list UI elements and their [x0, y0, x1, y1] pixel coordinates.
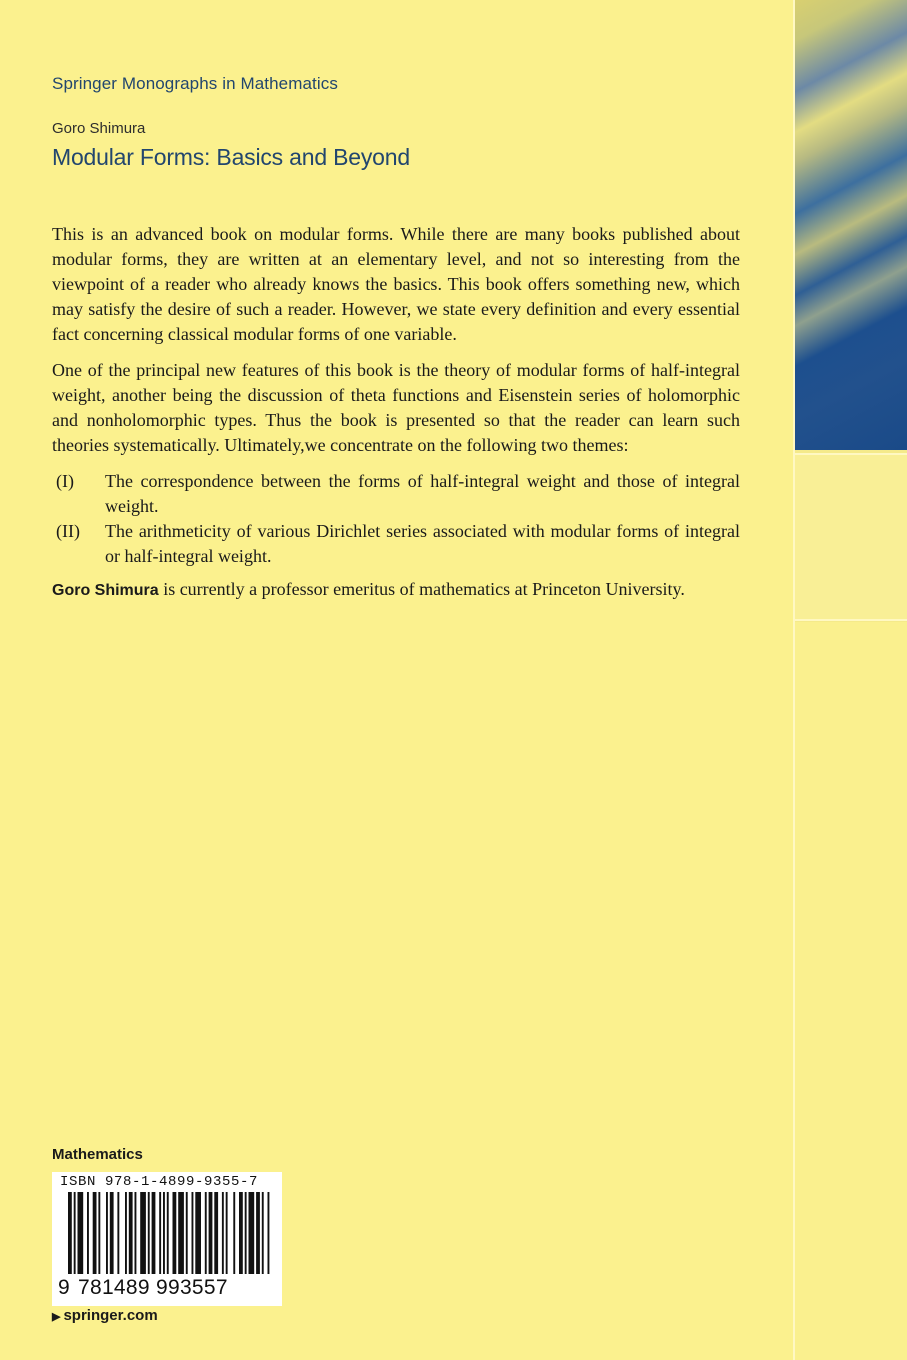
- barcode-bar: [106, 1192, 108, 1274]
- barcode-bar: [233, 1192, 235, 1274]
- barcode-bar: [205, 1192, 207, 1274]
- blue-gradient-panel: [795, 0, 907, 450]
- barcode-bar: [245, 1192, 247, 1274]
- website-link[interactable]: [52, 1307, 158, 1324]
- barcode-bar: [178, 1192, 184, 1274]
- barcode: [52, 1172, 282, 1306]
- barcode-bar: [68, 1192, 72, 1274]
- description-paragraph-2: One of the principal new features of this book is the theory of modular forms of half-integral weight, another being the discussion of theta functions and Eisenstein series of holomorphic and nonholomorphic types. Thus the book is presented so that the reader can learn such theories systematically. Ultimately,we concentrate on the following two themes:: [52, 360, 740, 455]
- theme-number: (I): [56, 471, 74, 491]
- cover-spine-decoration: [793, 0, 907, 1360]
- barcode-bar: [239, 1192, 243, 1274]
- barcode-bar: [78, 1192, 84, 1274]
- light-band: [795, 453, 907, 621]
- author-name: Goro Shimura: [52, 120, 146, 137]
- barcode-bar: [195, 1192, 201, 1274]
- barcode-bar: [129, 1192, 133, 1274]
- website-url: springer.com: [63, 1307, 158, 1324]
- barcode-bar: [152, 1192, 156, 1274]
- theme-item: [52, 519, 740, 569]
- barcode-bar: [256, 1192, 260, 1274]
- barcode-bar: [249, 1192, 255, 1274]
- barcode-bar: [148, 1192, 150, 1274]
- barcode-lead-digit: 9: [58, 1276, 70, 1299]
- theme-text: The arithmeticity of various Dirichlet series associated with modular forms of integral or half-integral weight.: [105, 521, 740, 566]
- theme-item: [52, 469, 740, 519]
- barcode-bar: [173, 1192, 177, 1274]
- barcode-bar: [93, 1192, 97, 1274]
- description-paragraph-1: This is an advanced book on modular forms. While there are many books published about modular forms, they are written at an elementary level, and not so interesting from the viewpoint of a reader who already knows the basics. This book offers something new, which may satisfy the desire of such a reader. However, we state every definition and every essential fact concerning classical modular forms of one variable.: [52, 224, 740, 344]
- barcode-bar: [125, 1192, 127, 1274]
- barcode-bar: [159, 1192, 161, 1274]
- theme-number: (II): [56, 521, 80, 541]
- barcode-bar: [192, 1192, 194, 1274]
- barcode-bar: [163, 1192, 165, 1274]
- themes-list: [52, 469, 740, 569]
- author-bio: [52, 577, 740, 603]
- barcode-bar: [209, 1192, 213, 1274]
- book-title: Modular Forms: Basics and Beyond: [52, 144, 410, 170]
- barcode-bars: [52, 1192, 282, 1276]
- series-title: Springer Monographs in Mathematics: [52, 74, 338, 93]
- subject-category: Mathematics: [52, 1146, 143, 1163]
- isbn-text: ISBN 978-1-4899-9355-7: [60, 1174, 259, 1190]
- barcode-bar: [268, 1192, 270, 1274]
- triangle-arrow-icon: ▶: [52, 1311, 61, 1323]
- barcode-bar: [117, 1192, 119, 1274]
- barcode-bar: [222, 1192, 224, 1274]
- barcode-bar: [98, 1192, 100, 1274]
- barcode-digits: [58, 1276, 228, 1300]
- barcode-number: 781489 993557: [77, 1276, 228, 1299]
- barcode-bar: [74, 1192, 76, 1274]
- barcode-bar: [186, 1192, 188, 1274]
- theme-text: The correspondence between the forms of half-integral weight and those of integral weight.: [105, 471, 740, 516]
- lower-panel: [795, 622, 907, 1360]
- barcode-bar: [226, 1192, 228, 1274]
- barcode-bar: [262, 1192, 264, 1274]
- barcode-bar: [135, 1192, 137, 1274]
- description: [52, 222, 740, 614]
- barcode-bar: [110, 1192, 114, 1274]
- barcode-bar: [87, 1192, 89, 1274]
- bio-text: is currently a professor emeritus of mathematics at Princeton University.: [158, 579, 685, 599]
- bio-author-name: Goro Shimura: [52, 582, 159, 599]
- barcode-bar: [167, 1192, 169, 1274]
- barcode-bar: [214, 1192, 218, 1274]
- barcode-bar: [140, 1192, 146, 1274]
